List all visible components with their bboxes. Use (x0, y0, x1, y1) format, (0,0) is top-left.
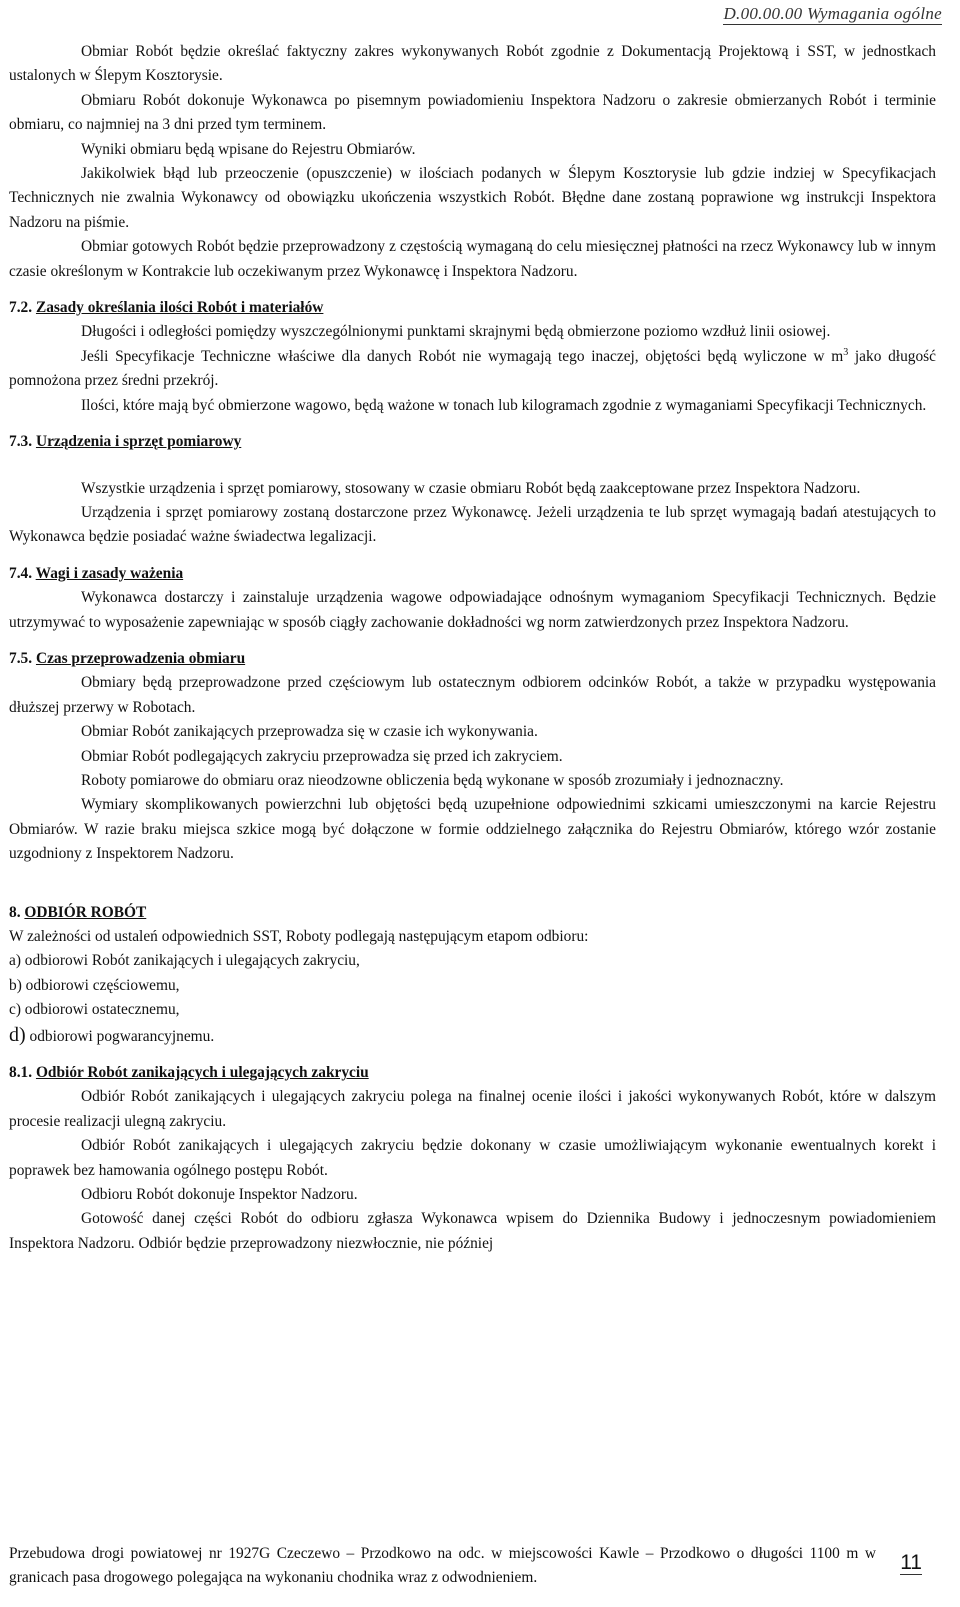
paragraph: Wyniki obmiaru będą wpisane do Rejestru Obmiarów. (81, 140, 416, 158)
section-number: 7.3. (9, 433, 33, 451)
page-number: 11 (900, 1551, 922, 1574)
paragraph: Obmiaru Robót dokonuje Wykonawca po pisemnym powiadomieniu Inspektora Nadzoru o zakresie obmierzanych Robót i terminie obmiaru, co najmniej na 3 dni przed tym terminem. (9, 91, 936, 134)
paragraph: Długości i odległości pomiędzy wyszczególnionymi punktami skrajnymi będą obmierzone poziomo wzdłuż linii osiowej. (81, 323, 831, 341)
paragraph: Jeśli Specyfikacje Techniczne właściwe dla danych Robót nie wymagają tego inaczej, objętości będą wyliczone w $m^3$ jako długość pomnożona przez średni przekrój. (9, 346, 936, 390)
section-heading-8-1 (9, 1061, 936, 1085)
list-item: a) odbiorowi Robót zanikających i ulegających zakryciu, (9, 952, 360, 970)
section-heading-7-2 (9, 296, 936, 320)
paragraph: Wszystkie urządzenia i sprzęt pomiarowy, stosowany w czasie obmiaru Robót będą zaakceptowane przez Inspektora Nadzoru. (81, 479, 861, 497)
section-title: Wagi i zasady ważenia (35, 564, 184, 582)
list-item: d) odbiorowi pogwarancyjnemu. (9, 1023, 215, 1046)
paragraph: Obmiar Robót zanikających przeprowadza się w czasie ich wykonywania. (81, 723, 538, 741)
paragraph: Odbiór Robót zanikających i ulegających zakryciu polega na finalnej ocenie ilości i jakości wykonywanych Robót, które w dalszym procesie realizacji ulegną zakryciu. (9, 1088, 936, 1130)
list-item: c) odbiorowi ostatecznemu, (9, 1001, 180, 1019)
footer-text: Przebudowa drogi powiatowej nr 1927G Czeczewo – Przodkowo na odc. w miejscowości Kawle – Przodkowo o długości 1100 m w granicach pasa drogowego polegająca na wykonaniu chodnika wraz z odwodnieniem. (9, 1545, 876, 1587)
paragraph: Jakikolwiek błąd lub przeoczenie (opuszczenie) w ilościach podanych w Ślepym Kosztorysie lub gdzie indziej w Specyfikacjach Technicznych nie zwalnia Wykonawcy od obowiązku ukończenia wszystkich Robót. Błędne dane zostaną poprawione wg instrukcji Inspektora Nadzoru na piśmie. (9, 165, 936, 231)
section-heading-7-4 (9, 562, 936, 586)
paragraph: Obmiary będą przeprowadzone przed częściowym lub ostatecznym odbiorem odcinków Robót, a także w przypadku występowania dłuższej przerwy w Robotach. (9, 674, 936, 716)
section-number: 7.4. (9, 564, 33, 582)
paragraph: Odbioru Robót dokonuje Inspektor Nadzoru. (81, 1186, 358, 1204)
section-number: 7.5. (9, 649, 33, 667)
section-title: Urządzenia i sprzęt pomiarowy (35, 433, 242, 451)
list-item: b) odbiorowi częściowemu, (9, 976, 180, 994)
paragraph: Ilości, które mają być obmierzone wagowo, będą ważone w tonach lub kilogramach zgodnie z wymaganiami Specyfikacji Technicznych. (81, 396, 927, 414)
document-header: D.00.00.00 Wymagania ogólne (723, 4, 942, 23)
paragraph: W zależności od ustaleń odpowiednich SST, Roboty podlegają następującym etapom odbioru: (9, 928, 589, 945)
paragraph: Obmiar gotowych Robót będzie przeprowadzony z częstością wymaganą do celu miesięcznej płatności na rzecz Wykonawcy lub w innym czasie określonym w Kontrakcie lub oczekiwanym przez Wykonawcę i Inspektora Nadzoru. (9, 238, 936, 280)
section-title: Odbiór Robót zanikających i ulegających zakryciu (35, 1064, 369, 1082)
paragraph: Obmiar Robót będzie określać faktyczny zakres wykonywanych Robót zgodnie z Dokumentacją Projektową i SST, w jednostkach ustalonych w Ślepym Kosztorysie. (9, 43, 936, 85)
list-item-letter: d) (9, 1023, 26, 1046)
paragraph: Gotowość danej części Robót do odbioru zgłasza Wykonawca wpisem do Dziennika Budowy i jednoczesnym powiadomieniem Inspektora Nadzoru. Odbiór będzie przeprowadzony niezwłocznie, nie później (9, 1210, 936, 1252)
section-title: Czas przeprowadzenia obmiaru (35, 649, 246, 667)
paragraph: Wykonawca dostarczy i zainstaluje urządzenia wagowe odpowiadające odnośnym wymaganiom Specyfikacji Technicznych. Będzie utrzymywać to wyposażenie zapewniając w sposób ciągły zachowanie dokładności wg norm zatwierdzonych przez Inspektora Nadzoru. (9, 589, 936, 631)
section-heading-8 (9, 901, 936, 925)
document-footer (9, 1541, 936, 1591)
paragraph: Wymiary skomplikowanych powierzchni lub objętości będą uzupełnione odpowiednimi szkicami umieszczonymi na karcie Rejestru Obmiarów. W razie braku miejsca szkice mogą być dołączone w formie oddzielnego załącznika do Rejestru Obmiarów, którego wzór zostanie uzgodniony z Inspektorem Nadzoru. (9, 796, 936, 863)
section-number: 7.2. (9, 299, 33, 317)
document-body (9, 40, 936, 1256)
section-title: Zasady określania ilości Robót i materiałów (35, 299, 324, 317)
section-heading-7-5 (9, 647, 936, 671)
section-heading-7-3 (9, 430, 936, 454)
paragraph: Odbiór Robót zanikających i ulegających zakryciu będzie dokonany w czasie umożliwiającym wykonanie ewentualnych korekt i poprawek bez hamowania ogólnego postępu Robót. (9, 1137, 936, 1179)
section-number: 8.1. (9, 1064, 33, 1082)
paragraph: Urządzenia i sprzęt pomiarowy zostaną dostarczone przez Wykonawcę. Jeżeli urządzenia te lub sprzęt wymagają badań atestujących to Wykonawca będzie posiadać ważne świadectwa legalizacji. (9, 503, 936, 546)
acceptance-stages-list (9, 949, 936, 1049)
paragraph: Obmiar Robót podlegających zakryciu przeprowadza się przed ich zakryciem. (81, 747, 563, 765)
superscript: 3 (843, 346, 849, 358)
section-number: 8. (9, 903, 21, 921)
paragraph: Roboty pomiarowe do obmiaru oraz nieodzowne obliczenia będą wykonane w sposób zrozumiały i jednoznaczny. (81, 771, 784, 789)
section-title: ODBIÓR ROBÓT (24, 903, 147, 921)
